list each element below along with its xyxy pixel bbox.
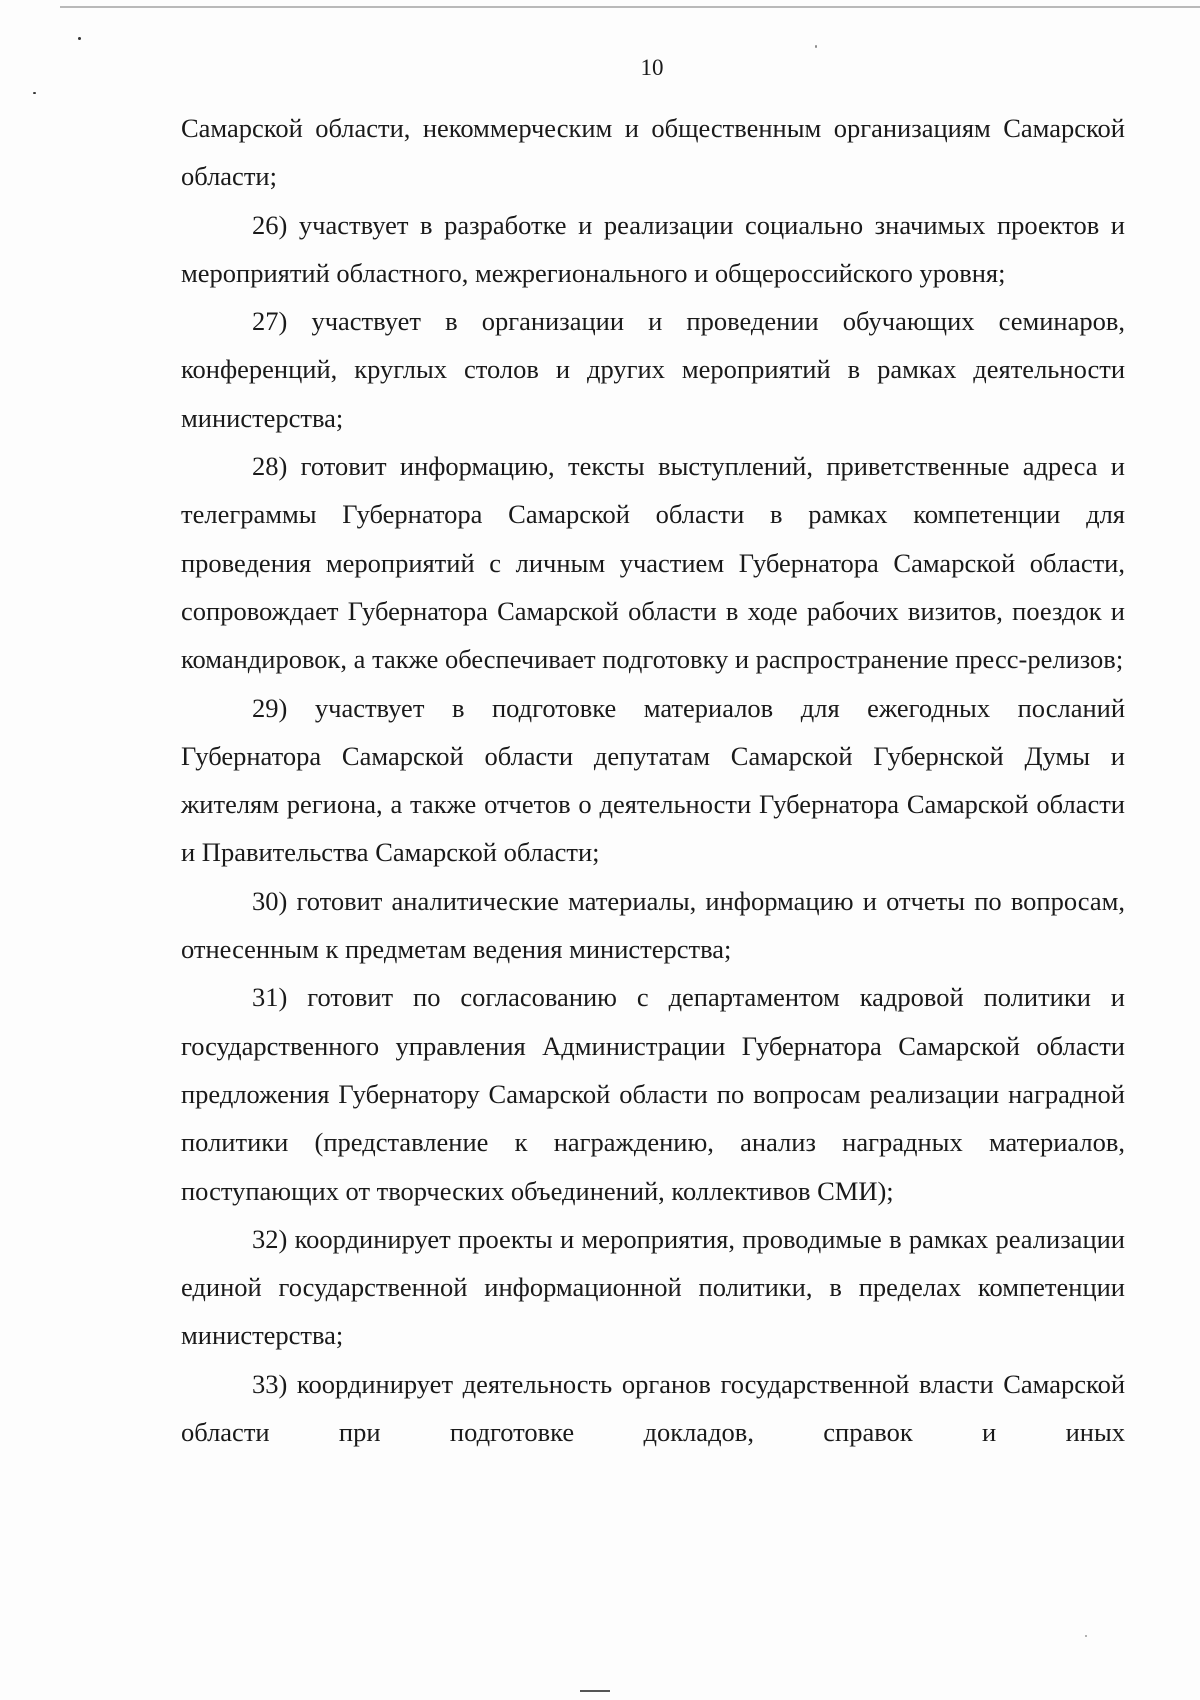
paragraph-27: 27) участвует в организации и проведении обучающих семинаров, конференций, круглых столов и других мероприятий в рамках деятельности министерства;	[181, 306, 1125, 433]
paragraph-31: 31) готовит по согласованию с департаментом кадровой политики и государственного управления Администрации Губернатора Самарской области предложения Губернатору Самарской области по вопросам реализации наградной политики (представление к награждению, анализ наградных материалов, поступающих от творческих объединений, коллективов СМИ);	[181, 982, 1125, 1206]
scan-speck	[815, 45, 817, 48]
scan-top-edge	[60, 6, 1200, 8]
paragraph-33: 33) координирует деятельность органов государственной власти Самарской области при подготовке докладов, справок и иных	[181, 1368, 1125, 1448]
paragraph-30: 30) готовит аналитические материалы, информацию и отчеты по вопросам, отнесенным к предметам ведения министерства;	[181, 885, 1125, 965]
paragraph-25-continuation: Самарской области, некоммерческим и общественным организациям Самарской области;	[181, 113, 1125, 192]
scan-speck	[1085, 1635, 1087, 1637]
paragraph-26: 26) участвует в разработке и реализации социально значимых проектов и мероприятий областного, межрегионального и общероссийского уровня;	[181, 209, 1125, 288]
scan-speck	[33, 92, 36, 94]
page-number: 10	[640, 55, 664, 80]
paragraph-28: 28) готовит информацию, тексты выступлений, приветственные адреса и телеграммы Губернатора Самарской области в рамках компетенции для проведения мероприятий с личным участием Губернатора Самарской области, сопровождает Губернатора Самарской области в ходе рабочих визитов, поездок и командировок, а также обеспечивает подготовку и распространение пресс-релизов;	[181, 451, 1125, 675]
paragraph-32: 32) координирует проекты и мероприятия, проводимые в рамках реализации единой государственной информационной политики, в пределах компетенции министерства;	[181, 1223, 1125, 1351]
scan-bottom-mark	[580, 1690, 610, 1692]
scan-speck	[78, 37, 81, 40]
paragraph-29: 29) участвует в подготовке материалов для ежегодных посланий Губернатора Самарской области депутатам Самарской Губернской Думы и жителям региона, а также отчетов о деятельности Губернатора Самарской области и Правительства Самарской области;	[181, 692, 1125, 868]
document-body	[181, 104, 1125, 1456]
